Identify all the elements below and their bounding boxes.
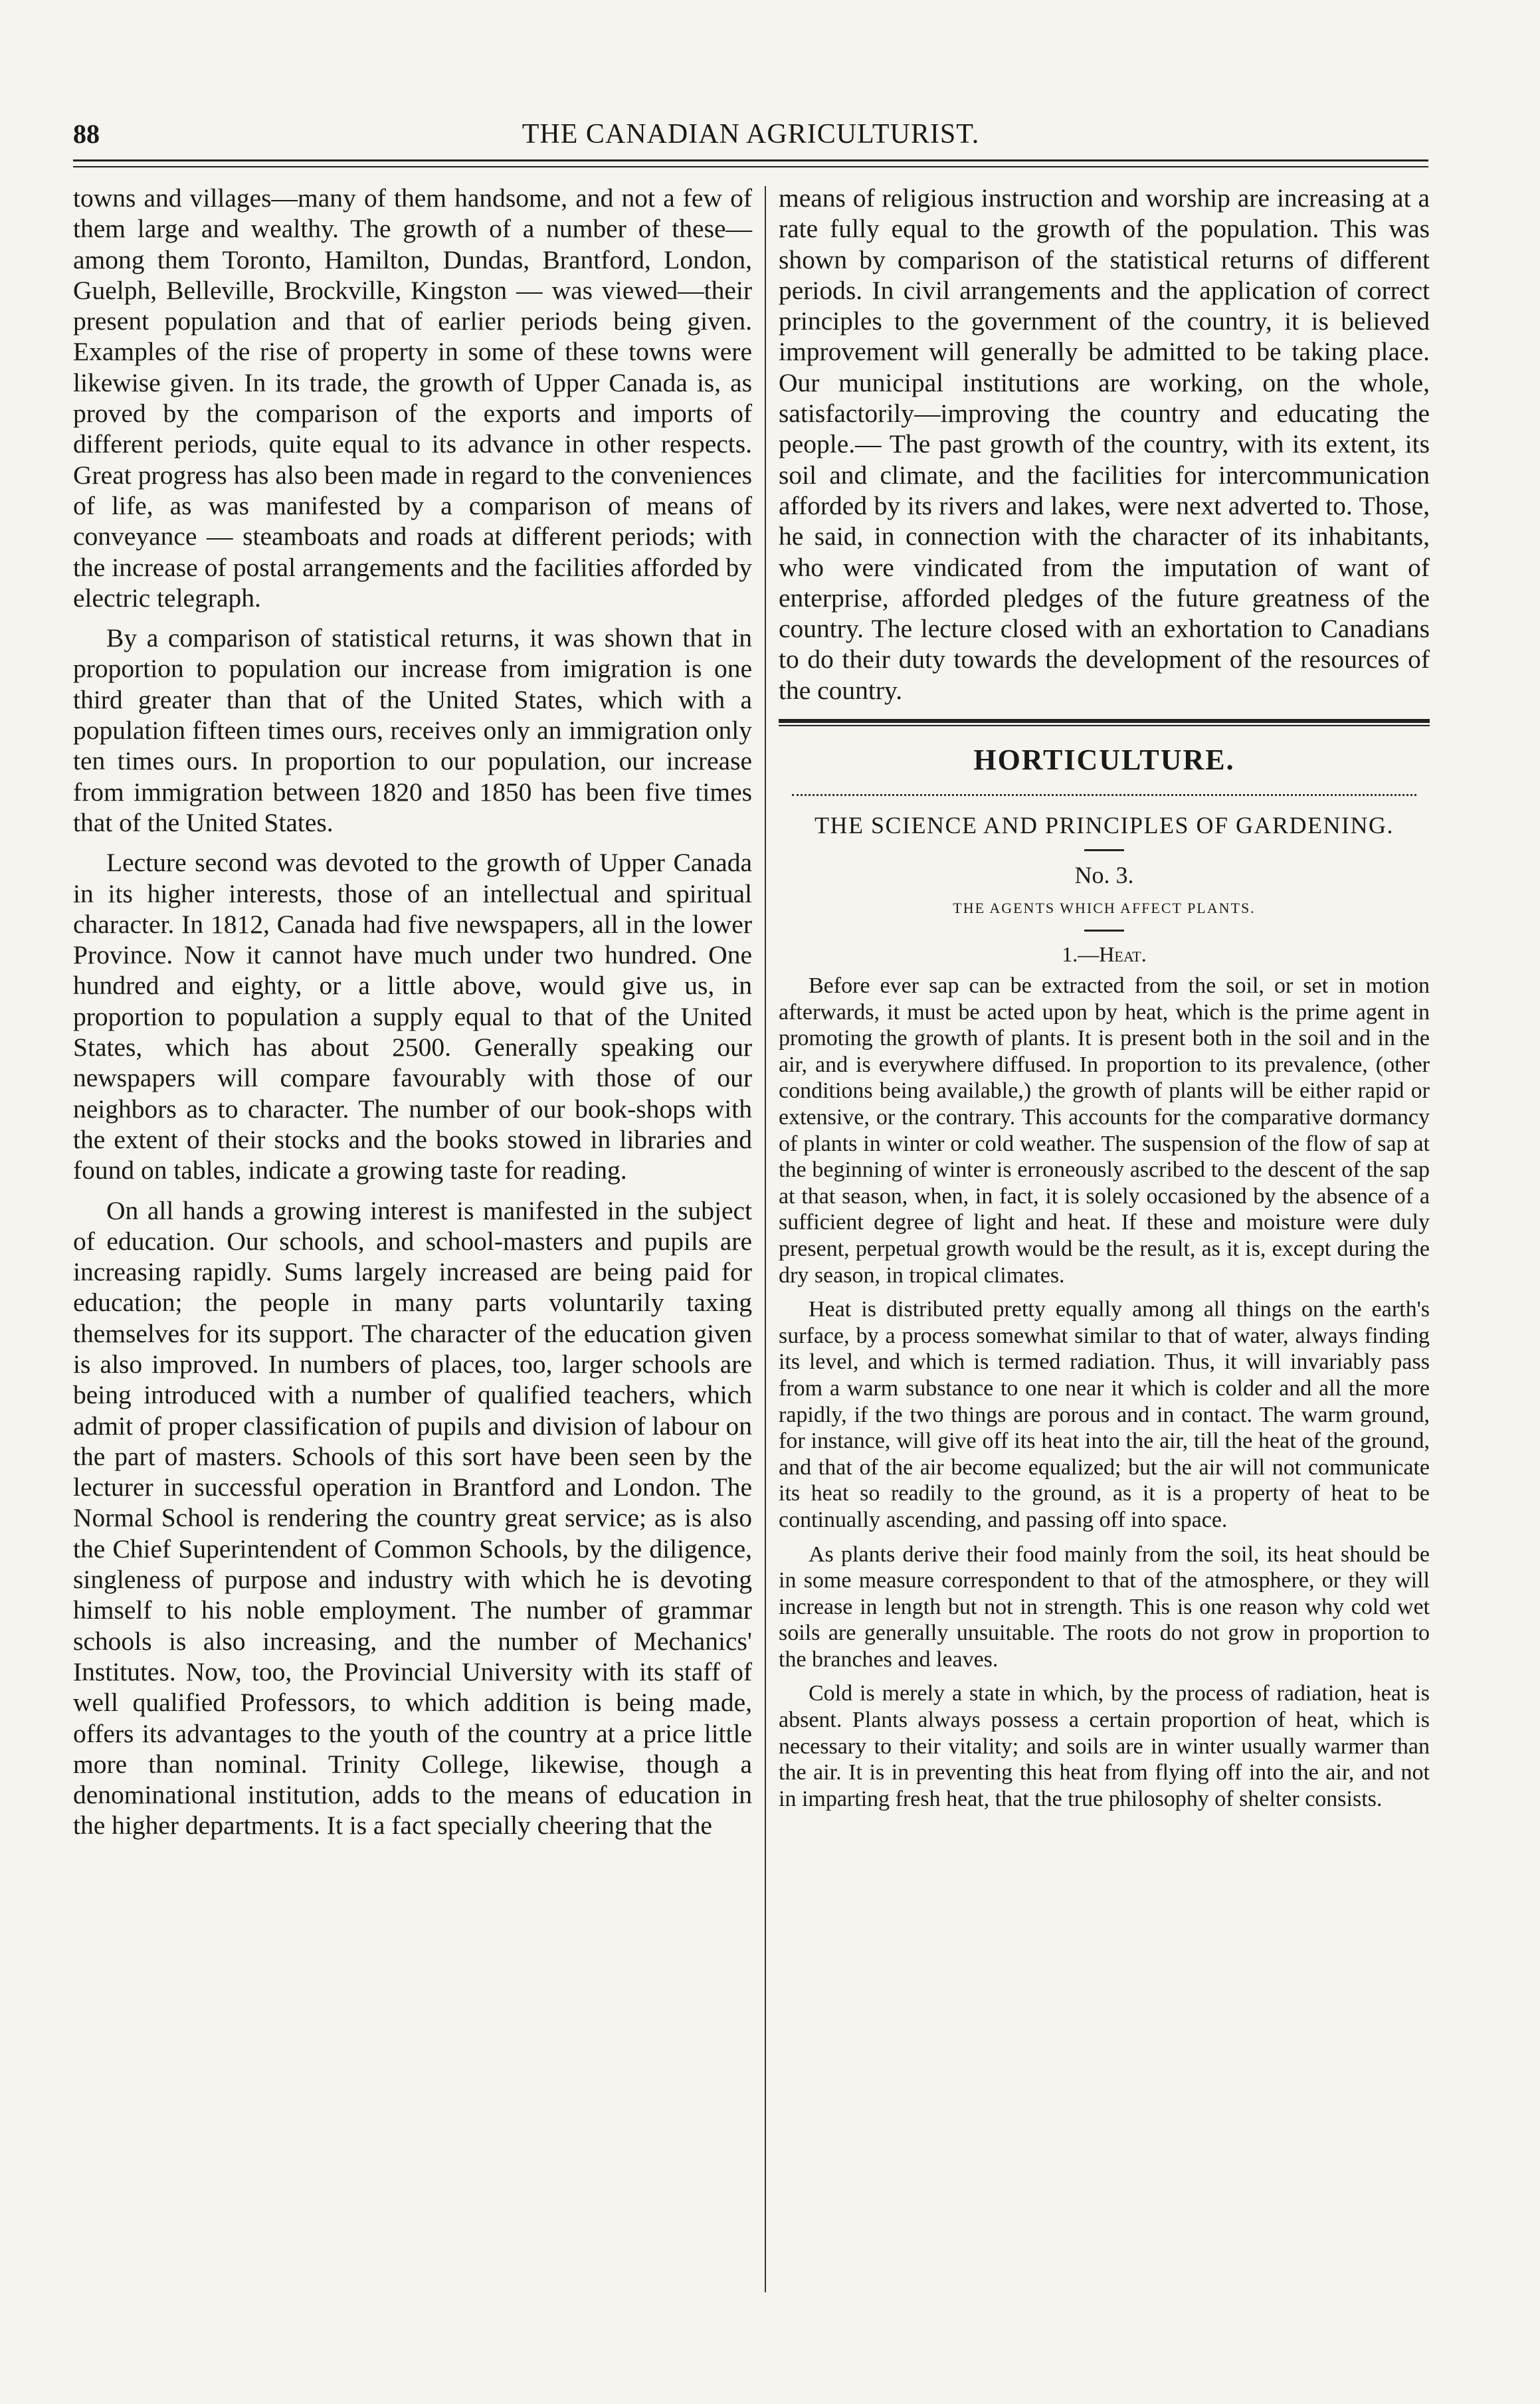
wavy-rule xyxy=(792,787,1416,796)
left-paragraph-1: towns and villages—many of them handsome, and not a few of them large and wealthy. The growth of a number of these—among them Toronto, Hamilton, Dundas, Brantford, London, Guelph, Belleville, Brockville, Kingston — was viewed—their present population and that of earlier periods being given. Examples of the rise of property in some of these towns were likewise given. In its trade, the growth of Upper Canada is, as proved by the comparison of the exports and imports of different periods, quite equal to its advance in other respects. Great progress has also been made in regard to the conveniences of life, as was manifested by a comparison of means of conveyance — steamboats and roads at different periods; with the increase of postal arrangements and the facilities afforded by electric telegraph. xyxy=(73,183,752,613)
page-header xyxy=(73,118,1428,158)
article-paragraph-3: As plants derive their food mainly from the soil, its heat should be in some measure correspondent to that of the atmosphere, or they will increase in length but not in strength. This is one reason why cold wet soils are generally unsuitable. The roots do not grow in proportion to the branches and leaves. xyxy=(779,1542,1430,1672)
article-title: THE SCIENCE AND PRINCIPLES OF GARDENING. xyxy=(814,812,1395,839)
article-number: No. 3. xyxy=(1074,862,1134,889)
short-rule-2 xyxy=(1084,930,1124,932)
left-paragraph-3: Lecture second was devoted to the growth of Upper Canada in its higher interests, those of an intellectual and spiritual character. In 1812, Canada had five newspapers, all in the lower Province. Now it cannot have much under two hundred. One hundred and eighty, or a little above, would give us, in proportion to population a supply equal to that of the United States, which has about 2500. Generally speaking our newspapers will compare favourably with those of our neighbors as to character. The number of our book-shops with the extent of their stocks and the books stowed in libraries and found on tables, indicate a growing taste for reading. xyxy=(73,848,752,1185)
column-divider xyxy=(765,186,766,2292)
section-rule xyxy=(779,719,1430,726)
article-paragraph-4: Cold is merely a state in which, by the process of radiation, heat is absent. Plants always possess a certain proportion of heat, which is necessary to their vitality; and soils are in winter usually warmer than the air. It is in preventing this heat from flying off into the air, and not in imparting fresh heat, that the true philosophy of shelter consists. xyxy=(779,1681,1430,1811)
right-intro-paragraph: means of religious instruction and worship are increasing at a rate fully equal to the growth of the population. This was shown by comparison of the statistical returns of different periods. In civil arrangements and the application of correct principles to the government of the country, it is believed improvement will generally be admitted to be taking place. Our municipal institutions are working, on the whole, satisfactorily—improving the country and educating the people.— The past growth of the country, with its extent, its soil and climate, and the facilities for intercommunication afforded by its rivers and lakes, were next adverted to. Those, he said, in connection with the character of its inhabitants, who were vindicated from the imputation of want of enterprise, afforded pledges of the future greatness of the country. The lecture closed with an exhortation to Canadians to do their duty towards the development of the resources of the country. xyxy=(779,183,1430,705)
article-paragraph-2: Heat is distributed pretty equally among all things on the earth's surface, by a process somewhat similar to that of water, always finding its level, and which is termed radiation. Thus, it will invariably pass from a warm substance to one near it which is colder and all the more rapidly, if the two things are porous and in contact. The warm ground, for instance, will give off its heat into the air, till the heat of the ground, and that of the air become equalized; but the air will not communicate its heat so readily to the ground, as it is a property of heat to be continually ascending, and passing off into space. xyxy=(779,1297,1430,1532)
section-title: HORTICULTURE. xyxy=(973,744,1235,777)
short-rule-1 xyxy=(1084,849,1124,851)
left-paragraph-4: On all hands a growing interest is manifested in the subject of education. Our schools, and school-masters and pupils are increasing rapidly. Sums largely increased are being paid for education; the people in many parts voluntarily taxing themselves for its support. The character of the education given is also improved. In numbers of places, too, larger schools are being introduced with a number of qualified teachers, which admit of proper classification of pupils and division of labour on the part of masters. Schools of this sort have been seen by the lecturer in successful operation in Brantford and London. The Normal School is rendering the country great service; as is also the Chief Superintendent of Common Schools, by the diligence, singleness of purpose and industry with which he is devoting himself to his noble employment. The number of grammar schools is also increasing, and the number of Mechanics' Institutes. Now, too, the Provincial University with its staff of well qualified Professors, to which addition is being made, offers its advantages to the youth of the country at a price little more than nominal. Trinity College, likewise, though a denominational institution, adds to the means of education in the higher departments. It is a fact specially cheering that the xyxy=(73,1195,752,1841)
subheading-heat: 1.—Heat. xyxy=(1062,942,1147,967)
article-body xyxy=(779,973,1430,1812)
right-column xyxy=(779,183,1430,1820)
journal-title: THE CANADIAN AGRICULTURIST. xyxy=(522,119,980,150)
header-rule-bottom xyxy=(73,166,1428,167)
article-subtitle: THE AGENTS WHICH AFFECT PLANTS. xyxy=(953,900,1256,917)
header-rule-top xyxy=(73,159,1428,161)
left-column xyxy=(73,183,752,1851)
left-paragraph-2: By a comparison of statistical returns, it was shown that in proportion to population our increase from imigration is one third greater than that of the United States, which with a population fifteen times ours, receives only an immigration only ten times ours. In proportion to our population, our increase from immigration between 1820 and 1850 has been five times that of the United States. xyxy=(73,623,752,837)
page-number: 88 xyxy=(73,119,100,149)
article-paragraph-1: Before ever sap can be extracted from the soil, or set in motion afterwards, it must be acted upon by heat, which is the prime agent in promoting the growth of plants. It is present both in the soil and in the air, and is everywhere diffused. In proportion to its prevalence, (other conditions being available,) the growth of plants will be either rapid or extensive, or the contrary. This accounts for the comparative dormancy of plants in winter or cold weather. The suspension of the flow of sap at the beginning of winter is erroneously ascribed to the descent of the sap at that season, when, in fact, it is solely occasioned by the absence of a sufficient degree of light and heat. If these and moisture were duly present, perpetual growth would be the result, as it is, except during the dry season, in tropical climates. xyxy=(779,973,1430,1288)
